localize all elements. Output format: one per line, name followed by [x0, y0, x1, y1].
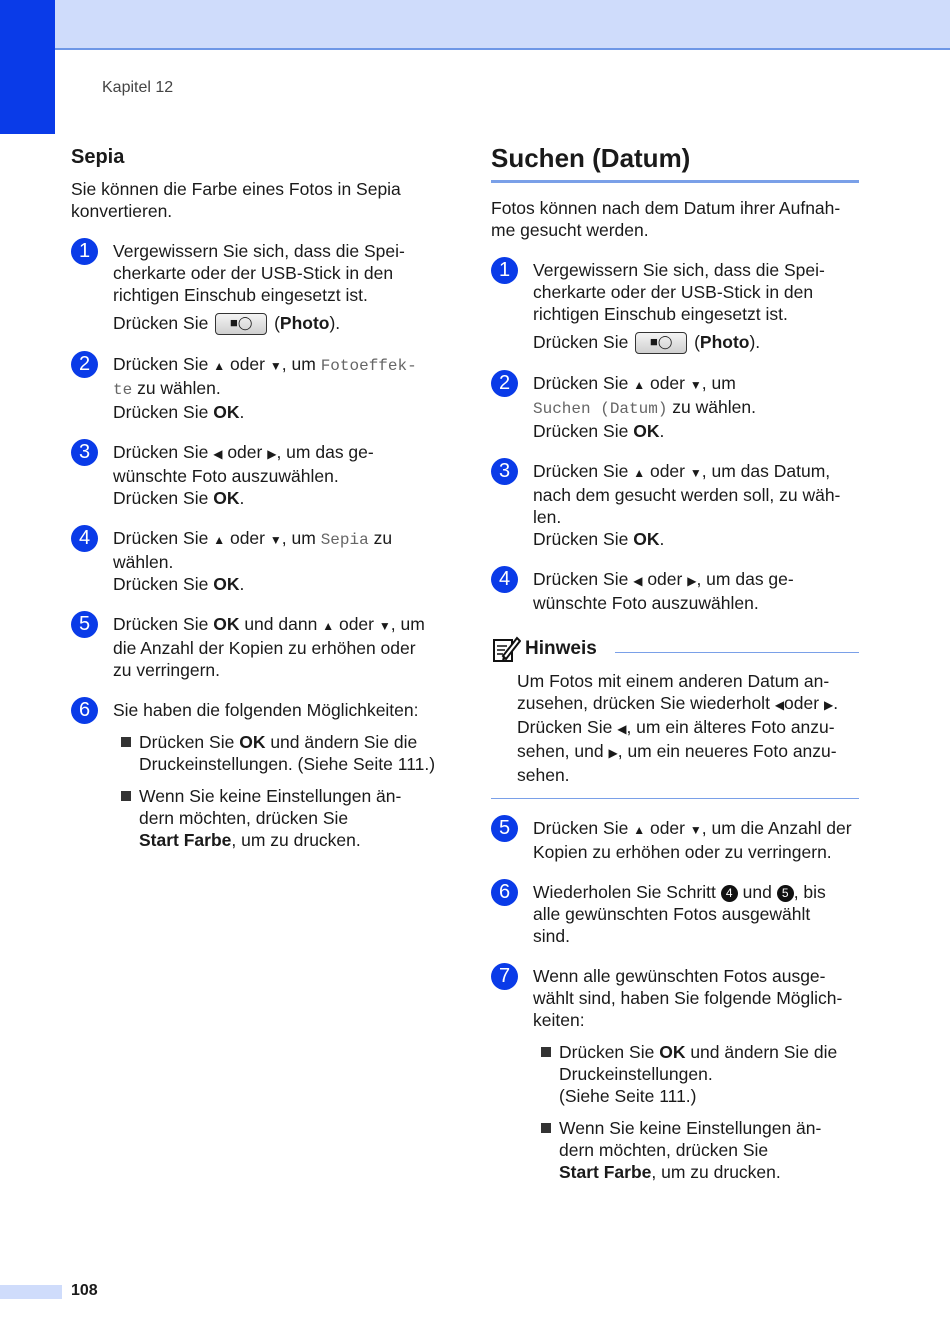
down-arrow-icon: ▼ [378, 619, 391, 634]
down-arrow-icon: ▼ [689, 823, 702, 838]
suchen-step-7: 7 Wenn alle gewünschten Fotos ausge- wählt sind, haben Sie folgende Möglich- keiten: Drücken Sie OK und ändern Sie die Druckeinstellungen. (Siehe Seite 111.) Wenn Sie keine Einstellungen än- dern möchten, drücken Sie Start Farbe, um zu drucken. [491, 965, 859, 1183]
page-number-bar [0, 1285, 62, 1299]
sepia-step-3: 3 Drücken Sie ◀ oder ▶, um das ge- wünschte Foto auszuwählen. Drücken Sie OK. [71, 441, 441, 509]
step-ref-5: 5 [777, 885, 794, 902]
suchen-step-3: 3 Drücken Sie ▲ oder ▼, um das Datum, nach dem gesucht werden soll, zu wäh- len. Drücken Sie OK. [491, 460, 859, 550]
down-arrow-icon: ▼ [269, 533, 282, 548]
photo-button-icon: ■◯ [215, 313, 267, 335]
sepia-step-6: 6 Sie haben die folgenden Möglichkeiten: Drücken Sie OK und ändern Sie die Druckeinstellungen. (Siehe Seite 111.) Wenn Sie keine Einstellungen än- dern möchten, drücken Sie Start Farbe, um zu drucken. [71, 699, 441, 851]
right-column [491, 142, 859, 1201]
note-title: Hinweis [525, 638, 597, 660]
step-number: 1 [71, 238, 98, 265]
list-item: Wenn Sie keine Einstellungen än- dern möchten, drücken Sie Start Farbe, um zu drucken. [113, 785, 441, 851]
chapter-label: Kapitel 12 [102, 79, 174, 96]
sepia-step-5: 5 Drücken Sie OK und dann ▲ oder ▼, um die Anzahl der Kopien zu erhöhen oder zu verringern. [71, 613, 441, 681]
suchen-step-4: 4 Drücken Sie ◀ oder ▶, um das ge- wünschte Foto auszuwählen. [491, 568, 859, 614]
right-arrow-icon: ▶ [823, 698, 834, 713]
suchen-step-6: 6 Wiederholen Sie Schritt 4 und 5 , bis alle gewünschten Fotos ausgewählt sind. [491, 881, 859, 947]
up-arrow-icon: ▲ [213, 533, 226, 548]
down-arrow-icon: ▼ [269, 359, 282, 374]
right-arrow-icon: ▶ [608, 746, 618, 761]
section-title-sepia: Sepia [71, 146, 125, 168]
up-arrow-icon: ▲ [213, 359, 226, 374]
sepia-step-1: 1 Vergewissern Sie sich, dass die Spei- cherkarte oder der USB-Stick in den richtigen Einschub eingesetzt ist. Drücken Sie ■◯ (Photo). [71, 240, 441, 335]
left-column [71, 144, 441, 869]
suchen-step-1: 1 Vergewissern Sie sich, dass die Spei- cherkarte oder der USB-Stick in den richtigen Einschub eingesetzt ist. Drücken Sie ■◯ (Photo). [491, 259, 859, 354]
options-list [113, 731, 441, 851]
list-item: Wenn Sie keine Einstellungen än- dern möchten, drücken Sie Start Farbe, um zu drucken. [533, 1117, 859, 1183]
note-pencil-icon [491, 634, 521, 664]
header-band [55, 0, 950, 50]
left-arrow-icon: ◀ [774, 698, 785, 713]
sepia-intro: Sie können die Farbe eines Fotos in Sepia konvertieren. [71, 179, 401, 221]
right-arrow-icon: ▶ [267, 447, 277, 462]
hinweis-note [491, 632, 859, 799]
list-item: Drücken Sie OK und ändern Sie die Druckeinstellungen. (Siehe Seite 111.) [113, 731, 441, 775]
list-item: Drücken Sie OK und ändern Sie die Druckeinstellungen. (Siehe Seite 111.) [533, 1041, 859, 1107]
left-arrow-icon: ◀ [213, 447, 223, 462]
suchen-step-5: 5 Drücken Sie ▲ oder ▼, um die Anzahl der Kopien zu erhöhen oder zu verringern. [491, 817, 859, 863]
right-arrow-icon: ▶ [687, 574, 697, 589]
down-arrow-icon: ▼ [689, 466, 702, 481]
up-arrow-icon: ▲ [322, 619, 335, 634]
options-list [533, 1041, 859, 1183]
step-ref-4: 4 [721, 885, 738, 902]
sepia-step-2: 2 Drücken Sie ▲ oder ▼, um Fotoeffek- te zu wählen. Drücken Sie OK. [71, 353, 441, 423]
left-arrow-icon: ◀ [617, 722, 627, 737]
suchen-intro: Fotos können nach dem Datum ihrer Aufnah- me gesucht werden. [491, 198, 841, 240]
suchen-step-2: 2 Drücken Sie ▲ oder ▼, um Suchen (Datum) zu wählen. Drücken Sie OK. [491, 372, 859, 442]
page-number: 108 [71, 1282, 98, 1299]
up-arrow-icon: ▲ [633, 466, 646, 481]
down-arrow-icon: ▼ [689, 378, 702, 393]
up-arrow-icon: ▲ [633, 378, 646, 393]
chapter-tab [0, 0, 55, 134]
left-arrow-icon: ◀ [633, 574, 643, 589]
section-title-suchen-datum: Suchen (Datum) [491, 142, 859, 183]
sepia-step-4: 4 Drücken Sie ▲ oder ▼, um Sepia zu wählen. Drücken Sie OK. [71, 527, 441, 595]
note-body: Um Fotos mit einem anderen Datum an- zusehen, drücken Sie wiederholt ◀oder ▶. Drücken Sie ◀, um ein älteres Foto anzu- sehen, und ▶, um ein neueres Foto anzu- sehen. [491, 670, 859, 799]
up-arrow-icon: ▲ [633, 823, 646, 838]
note-rule [615, 652, 859, 653]
photo-button-icon: ■◯ [635, 332, 687, 354]
